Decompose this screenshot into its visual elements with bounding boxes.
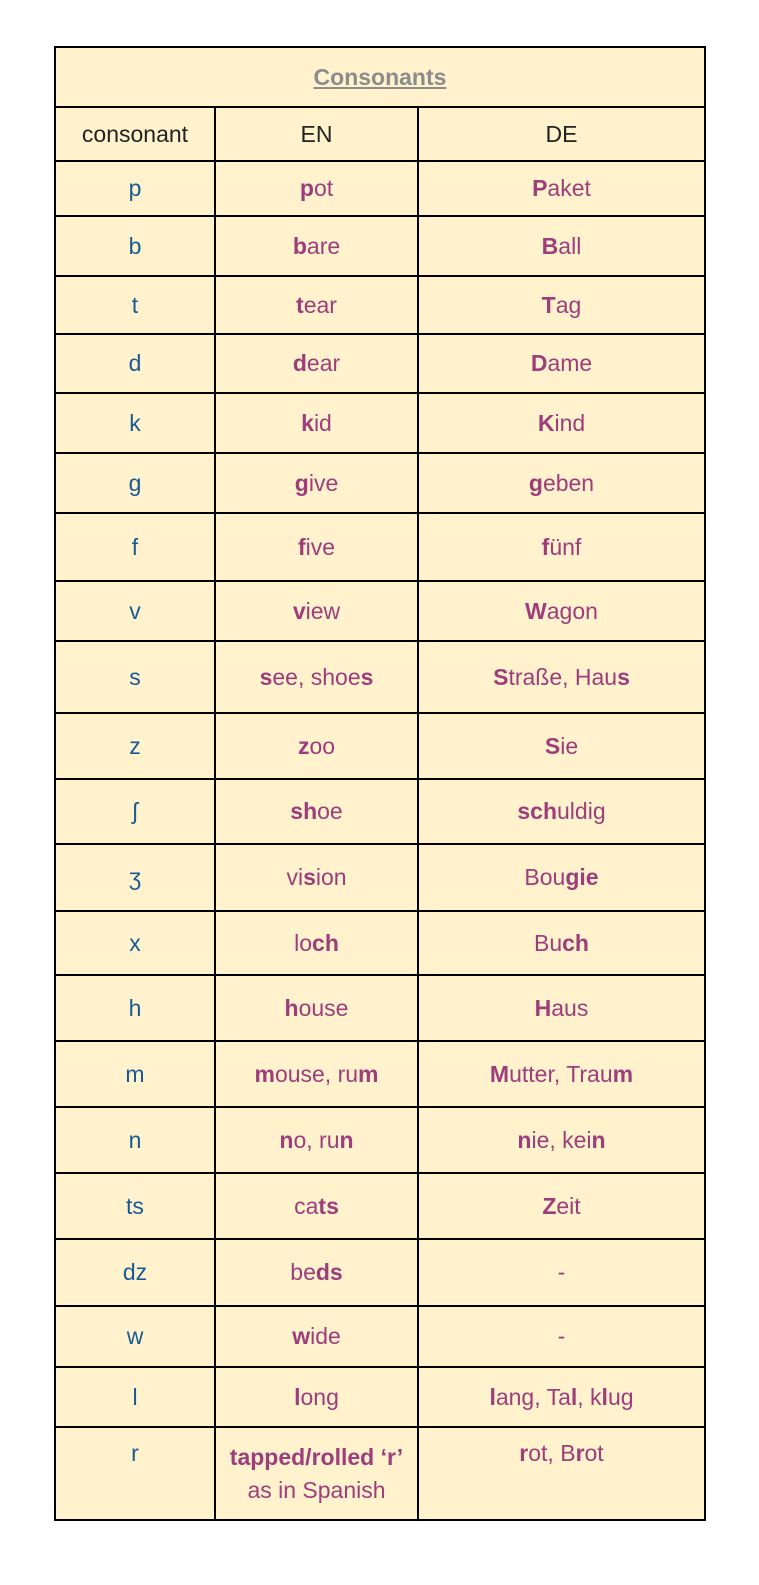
de-segment: S (493, 663, 509, 690)
header-de: DE (418, 107, 705, 161)
table-row (55, 1173, 705, 1239)
en-example (215, 641, 418, 713)
de-example (418, 334, 705, 393)
consonant-symbol: ʒ (55, 844, 215, 911)
de-segment: Bu (534, 929, 563, 956)
de-segment: ünf (549, 533, 582, 560)
consonant-symbol: l (55, 1367, 215, 1427)
en-segment: ide (310, 1323, 341, 1349)
de-segment: ang, Ta (495, 1383, 571, 1410)
table-row (55, 1367, 705, 1427)
de-segment: r (575, 1440, 585, 1466)
en-segment: are (306, 232, 341, 259)
en-segment: ouse (298, 994, 349, 1021)
de-example (418, 975, 705, 1041)
de-segment: all (558, 232, 582, 259)
de-segment: - (557, 1323, 566, 1349)
consonant-symbol: g (55, 453, 215, 513)
en-segment: g (294, 469, 309, 496)
de-segment: W (525, 597, 547, 624)
en-segment: m (254, 1060, 275, 1087)
de-segment: uldig (557, 798, 606, 824)
de-segment: ie, kei (531, 1126, 592, 1153)
en-segment: l (294, 1383, 301, 1410)
de-segment: m (612, 1060, 634, 1087)
de-example (418, 844, 705, 911)
en-segment: lo (294, 929, 313, 956)
en-segment: ot (313, 175, 334, 201)
de-example (418, 911, 705, 975)
de-example (418, 713, 705, 779)
de-segment: aket (547, 175, 591, 201)
consonant-symbol: ts (55, 1173, 215, 1239)
de-example (418, 161, 705, 216)
en-segment: t (296, 291, 304, 318)
table-row (55, 844, 705, 911)
de-example (418, 1306, 705, 1367)
de-segment: - (557, 1259, 566, 1285)
consonant-symbol: s (55, 641, 215, 713)
consonant-symbol: x (55, 911, 215, 975)
en-segment: n (279, 1126, 294, 1153)
en-segment: h (284, 994, 299, 1021)
de-example (418, 1107, 705, 1173)
consonant-symbol: dz (55, 1239, 215, 1306)
en-example (215, 1306, 418, 1367)
header-consonant: consonant (55, 107, 215, 161)
en-segment: ee, shoe (272, 663, 361, 690)
en-example (215, 911, 418, 975)
en-example (215, 1367, 418, 1427)
en-segment: z (297, 732, 310, 759)
table-row (55, 779, 705, 844)
de-example (418, 393, 705, 453)
de-segment: s (617, 663, 630, 690)
de-segment: ie (560, 732, 579, 759)
table-row (55, 911, 705, 975)
en-example (215, 161, 418, 216)
de-example (418, 641, 705, 713)
de-segment: g (528, 469, 543, 496)
consonant-symbol: ʃ (55, 779, 215, 844)
table-row (55, 581, 705, 641)
de-segment: M (489, 1060, 510, 1087)
de-example (418, 1239, 705, 1306)
de-segment: traße, Hau (508, 663, 618, 690)
de-example (418, 1173, 705, 1239)
table-row (55, 276, 705, 334)
table-row (55, 216, 705, 276)
en-segment: s (303, 864, 316, 890)
en-segment: iew (305, 597, 341, 624)
table-row (55, 393, 705, 453)
de-segment: sch (517, 798, 558, 824)
de-example (418, 581, 705, 641)
en-segment: as in Spanish (247, 1476, 386, 1503)
en-example (215, 975, 418, 1041)
de-segment: f (541, 533, 550, 560)
de-segment: K (537, 409, 555, 436)
en-example (215, 334, 418, 393)
consonant-symbol: r (55, 1427, 215, 1520)
consonant-symbol: w (55, 1306, 215, 1367)
en-example (215, 453, 418, 513)
de-segment: utter, Trau (509, 1060, 613, 1087)
de-segment: ot, B (528, 1440, 576, 1466)
en-segment: ive (308, 469, 339, 496)
en-segment: ts (318, 1192, 339, 1219)
consonant-symbol: m (55, 1041, 215, 1107)
en-segment: tapped/rolled ‘r’ (229, 1443, 404, 1470)
en-segment: ouse, ru (274, 1060, 359, 1087)
de-segment: Z (542, 1192, 557, 1219)
de-example (418, 1367, 705, 1427)
consonant-symbol: n (55, 1107, 215, 1173)
en-segment: w (292, 1323, 311, 1349)
en-example (215, 1427, 418, 1520)
table-row (55, 641, 705, 713)
consonant-symbol: f (55, 513, 215, 581)
de-segment: n (517, 1126, 532, 1153)
en-segment: n (339, 1126, 354, 1153)
consonant-symbol: d (55, 334, 215, 393)
de-segment: ind (554, 409, 586, 436)
de-example (418, 513, 705, 581)
de-segment: , k (577, 1383, 602, 1410)
de-segment: Bou (524, 864, 566, 890)
en-segment: oo (309, 732, 336, 759)
header-row (55, 107, 705, 161)
consonant-symbol: k (55, 393, 215, 453)
en-example (215, 216, 418, 276)
de-segment: P (532, 175, 548, 201)
en-example (215, 513, 418, 581)
en-segment: sh (290, 798, 318, 824)
de-segment: l (489, 1383, 496, 1410)
de-segment: r (519, 1440, 529, 1466)
de-segment: H (534, 994, 552, 1021)
table-row (55, 1239, 705, 1306)
table-row (55, 975, 705, 1041)
en-example (215, 276, 418, 334)
en-segment: ch (312, 929, 339, 956)
table-row (55, 1041, 705, 1107)
en-segment: k (301, 409, 314, 436)
en-segment: m (358, 1060, 379, 1087)
de-example (418, 276, 705, 334)
consonant-symbol: h (55, 975, 215, 1041)
en-example (215, 1239, 418, 1306)
de-segment: B (541, 232, 559, 259)
de-example (418, 1427, 705, 1520)
en-segment: ear (303, 291, 337, 318)
table-row (55, 1306, 705, 1367)
en-segment: s (360, 663, 374, 690)
de-segment: ot (584, 1440, 604, 1466)
de-segment: agon (546, 597, 598, 624)
table-row (55, 713, 705, 779)
table-row (55, 1107, 705, 1173)
en-segment: ca (294, 1192, 319, 1219)
en-segment: o, ru (293, 1126, 340, 1153)
de-segment: gie (565, 864, 599, 890)
en-segment: ds (315, 1259, 343, 1285)
en-segment: oe (317, 798, 343, 824)
table-row (55, 513, 705, 581)
de-segment: D (530, 350, 548, 376)
en-example (215, 844, 418, 911)
consonant-symbol: z (55, 713, 215, 779)
en-example (215, 1107, 418, 1173)
en-segment: d (292, 350, 307, 376)
de-segment: ug (607, 1383, 634, 1410)
consonants-table (54, 46, 706, 1521)
en-segment: b (292, 232, 307, 259)
en-segment: ong (300, 1383, 339, 1410)
table-title-cell (55, 47, 705, 107)
de-segment: T (541, 291, 556, 318)
consonant-symbol: v (55, 581, 215, 641)
en-segment: vi (286, 864, 304, 890)
de-segment: l (601, 1383, 608, 1410)
de-segment: ch (562, 929, 589, 956)
de-segment: S (544, 732, 561, 759)
table-row (55, 453, 705, 513)
en-segment: v (292, 597, 306, 624)
de-example (418, 453, 705, 513)
consonant-symbol: b (55, 216, 215, 276)
en-segment: ear (306, 350, 341, 376)
en-segment: f (297, 533, 306, 560)
de-example (418, 779, 705, 844)
en-segment: p (299, 175, 314, 201)
table-row (55, 334, 705, 393)
consonant-symbol: p (55, 161, 215, 216)
de-segment: n (591, 1126, 606, 1153)
de-segment: ag (555, 291, 582, 318)
table-row (55, 161, 705, 216)
en-example (215, 581, 418, 641)
de-segment: l (570, 1383, 578, 1410)
de-segment: aus (551, 994, 589, 1021)
de-segment: eit (556, 1192, 581, 1219)
de-segment: eben (542, 469, 595, 496)
en-example (215, 1173, 418, 1239)
header-en: EN (215, 107, 418, 161)
en-segment: be (290, 1259, 316, 1285)
en-segment: ive (305, 533, 336, 560)
en-segment: id (313, 409, 332, 436)
en-example (215, 779, 418, 844)
table-row (55, 1427, 705, 1520)
table-title: Consonants (313, 63, 447, 90)
de-example (418, 216, 705, 276)
de-segment: ame (547, 350, 593, 376)
consonant-symbol: t (55, 276, 215, 334)
en-segment: ion (315, 864, 347, 890)
en-segment: s (259, 663, 273, 690)
en-example (215, 393, 418, 453)
en-example (215, 1041, 418, 1107)
en-example (215, 713, 418, 779)
de-example (418, 1041, 705, 1107)
